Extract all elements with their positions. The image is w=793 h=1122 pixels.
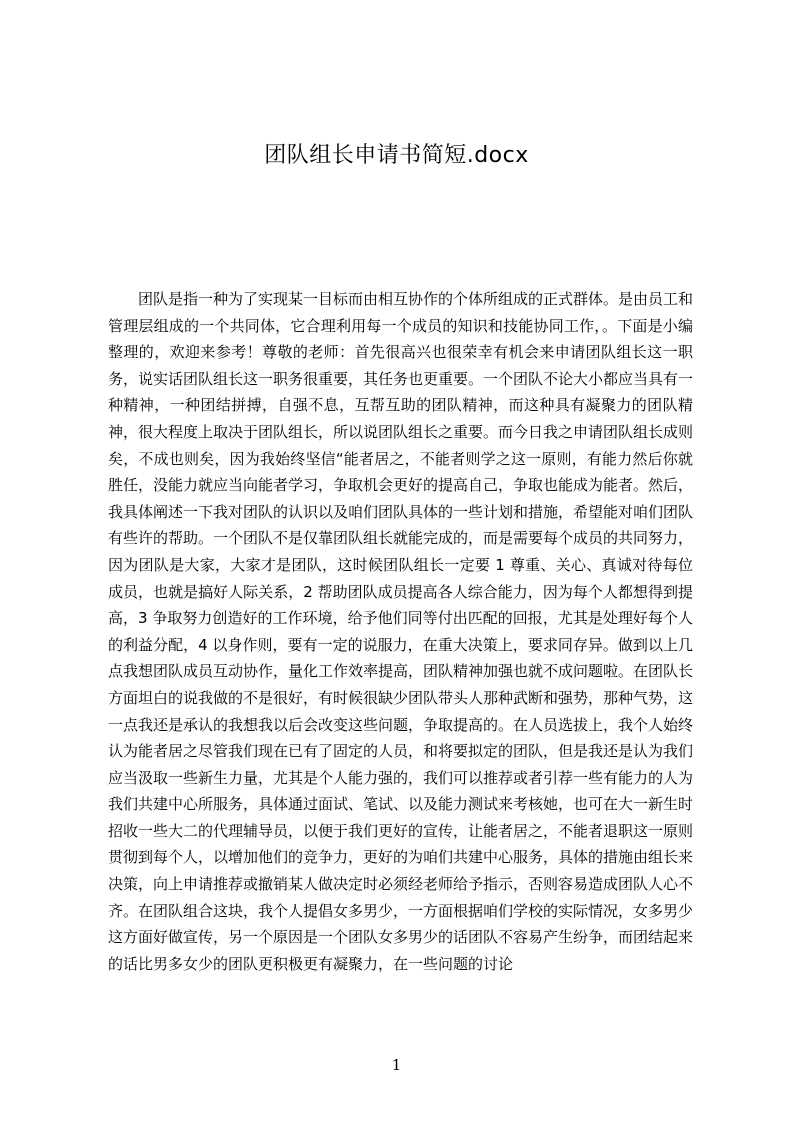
body-paragraph: 团队是指一种为了实现某一目标而由相互协作的个体所组成的正式群体。是由员工和管理层组成的一个共同体，它合理利用每一个成员的知识和技能协同工作，。下面是小编整理的，欢迎来参考！尊敬的老师：首先很高兴也很荣幸有机会来申请团队组长这一职务，说实话团队组长这一职务很重要，其任务也更重要。一个团队不论大小都应当具有一种精神，一种团结拼搏，自强不息，互帮互助的团队精神，而这种具有凝聚力的团队精神，很大程度上取决于团队组长，所以说团队组长之重要。而今日我之申请团队组长成则矣，不成也则矣，因为我始终坚信“能者居之，不能者则学之这一原则，有能力然后你就胜任，没能力就应当向能者学习，争取机会更好的提高自己，争取也能成为能者。然后，我具体阐述一下我对团队的认识以及咱们团队具体的一些计划和措施，希望能对咱们团队有些许的帮助。一个团队不是仅靠团队组长就能完成的，而是需要每个成员的共同努力，因为团队是大家，大家才是团队，这时候团队组长一定要 1 尊重、关心、真诚对待每位成员，也就是搞好人际关系，2 帮助团队成员提高各人综合能力，因为每个人都想得到提高，3 争取努力创造好的工作环境，给予他们同等付出匹配的回报，尤其是处理好每个人的利益分配，4 以身作则，要有一定的说服力，在重大决策上，要求同存异。做到以上几点我想团队成员互动协作，量化工作效率提高，团队精神加强也就不成问题啦。在团队长方面坦白的说我做的不是很好，有时候很缺少团队带头人那种武断和强势，那种气势，这一点我还是承认的我想我以后会改变这些问题，争取提高的。在人员选拔上，我个人始终认为能者居之尽管我们现在已有了固定的人员，和将要拟定的团队，但是我还是认为我们应当汲取一些新生力量，尤其是个人能力强的，我们可以推荐或者引荐一些有能力的人为我们共建中心所服务，具体通过面试、笔试、以及能力测试来考核她，也可在大一新生时招收一些大二的代理辅导员，以便于我们更好的宣传，让能者居之，不能者退职这一原则贯彻到每个人，以增加他们的竞争力，更好的为咱们共建中心服务，具体的措施由组长来决策，向上申请推荐或撤销某人做决定时必须经老师给予指示，否则容易造成团队人心不齐。在团队组合这块，我个人提倡女多男少，一方面根据咱们学校的实际情况，女多男少这方面好做宣传，另一个原因是一个团队女多男少的话团队不容易产生纷争，而团结起来的话比男多女少的团队更积极更有凝聚力，在一些问题的讨论 <box>108 290 693 973</box>
document-title: 团队组长申请书简短.docx <box>264 143 529 168</box>
page-number: 1 <box>391 1056 402 1074</box>
